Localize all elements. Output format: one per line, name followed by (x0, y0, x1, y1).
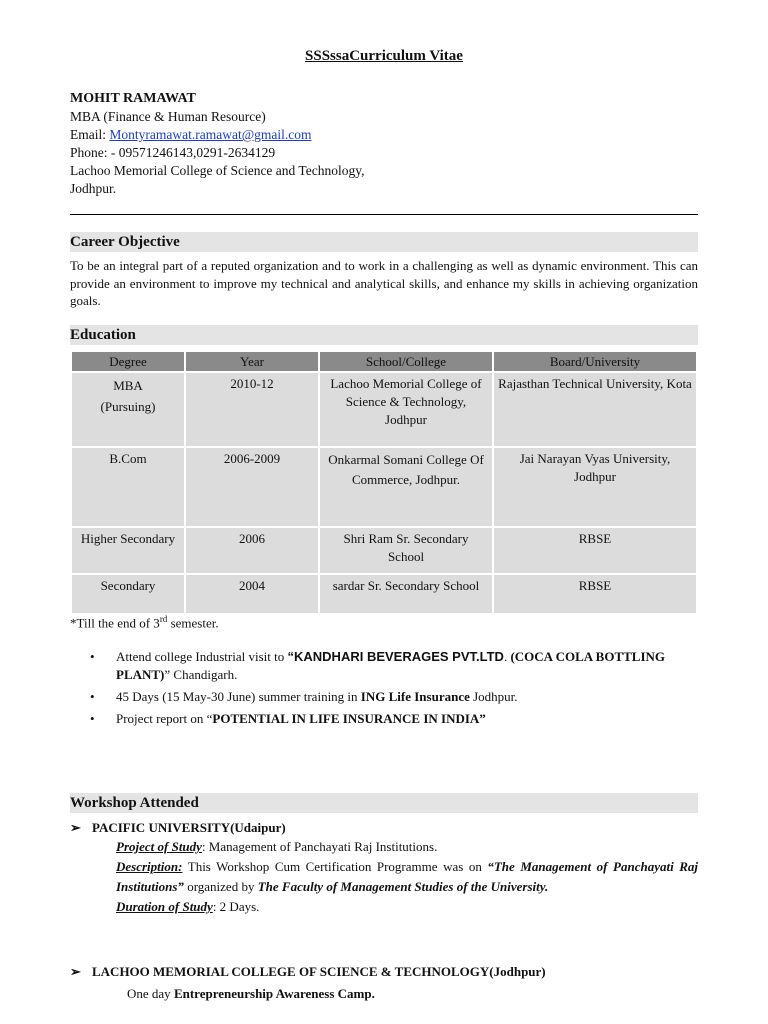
arrow-bullet-icon: ➢ (70, 820, 81, 835)
cell-school: Shri Ram Sr. Secondary School (319, 527, 493, 574)
candidate-degree: MBA (Finance & Human Resource) (70, 109, 266, 124)
workshop-heading: Workshop Attended (70, 793, 698, 813)
cell-degree: Secondary (71, 574, 185, 614)
cell-degree: B.Com (71, 447, 185, 527)
cell-school: Onkarmal Somani College Of Commerce, Jodhpur. (319, 447, 493, 527)
workshop-title: ➢ PACIFIC UNIVERSITY(Udaipur) (70, 820, 286, 835)
cell-board: Rajasthan Technical University, Kota (493, 372, 697, 447)
col-year: Year (185, 351, 319, 372)
cell-year: 2004 (185, 574, 319, 614)
workshop-details: One day Entrepreneurship Awareness Camp. (127, 986, 375, 1001)
candidate-name: MOHIT RAMAWAT (70, 91, 196, 106)
bullet-icon: • (90, 649, 95, 664)
cell-year: 2006 (185, 527, 319, 574)
project-of-study: Project of Study: Management of Panchayati Raj Institutions. (116, 839, 438, 854)
achievements-list (70, 648, 698, 732)
list-item: • Project report on “POTENTIAL IN LIFE INSURANCE IN INDIA” (90, 711, 486, 726)
workshop-lachoo (70, 963, 698, 1004)
col-board: Board/University (493, 351, 697, 372)
workshop-description: Description: This Workshop Cum Certification Programme was on “The Management of Panchayati Raj Institutions” organized by The Faculty of Management Studies of the University. (116, 859, 699, 894)
duration-of-study: Duration of Study: 2 Days. (116, 899, 260, 914)
bullet-icon: • (90, 711, 95, 726)
col-school: School/College (319, 351, 493, 372)
education-header-row (71, 351, 697, 372)
table-row (71, 574, 697, 614)
col-degree: Degree (71, 351, 185, 372)
table-row (71, 527, 697, 574)
cell-year: 2010-12 (185, 372, 319, 447)
workshop-details (70, 837, 698, 917)
college-line: Lachoo Memorial College of Science and Technology, (70, 163, 365, 178)
header-divider (70, 214, 698, 215)
cell-school: Lachoo Memorial College of Science & Technology, Jodhpur (319, 372, 493, 447)
list-item: • Attend college Industrial visit to “KANDHARI BEVERAGES PVT.LTD. (COCA COLA BOTTLING PLANT)” Chandigarh. (90, 649, 666, 682)
education-table (70, 350, 698, 615)
phone-line: Phone: - 09571246143,0291-2634129 (70, 145, 276, 160)
career-objective-text: To be an integral part of a reputed organization and to work in a challenging as well as dynamic environment. This can provide an environment to improve my technical and analytical skills, and enhance my skills in achieving organization goals. (70, 258, 698, 308)
cell-school: sardar Sr. Secondary School (319, 574, 493, 614)
cell-degree: MBA (Pursuing) (71, 372, 185, 447)
contact-block (70, 90, 364, 198)
semester-note: *Till the end of 3rd semester. (70, 614, 219, 631)
career-objective-heading: Career Objective (70, 232, 698, 252)
cell-board: RBSE (493, 527, 697, 574)
email-label: Email: (70, 127, 110, 142)
workshop-title: ➢ LACHOO MEMORIAL COLLEGE OF SCIENCE & TECHNOLOGY(Jodhpur) (70, 964, 546, 979)
city-line: Jodhpur. (70, 181, 117, 196)
list-item: • 45 Days (15 May-30 June) summer training in ING Life Insurance Jodhpur. (90, 689, 518, 704)
table-row (71, 372, 697, 447)
bullet-icon: • (90, 689, 95, 704)
cell-year: 2006-2009 (185, 447, 319, 527)
email-line (70, 126, 364, 144)
cell-board: RBSE (493, 574, 697, 614)
education-heading: Education (70, 325, 698, 345)
table-row (71, 447, 697, 527)
workshop-pacific (70, 819, 698, 917)
cell-degree: Higher Secondary (71, 527, 185, 574)
email-link[interactable]: Montyramawat.ramawat@gmail.com (109, 127, 312, 142)
document-title: SSSssaCurriculum Vitae (305, 48, 463, 64)
arrow-bullet-icon: ➢ (70, 964, 81, 979)
cell-board: Jai Narayan Vyas University, Jodhpur (493, 447, 697, 527)
